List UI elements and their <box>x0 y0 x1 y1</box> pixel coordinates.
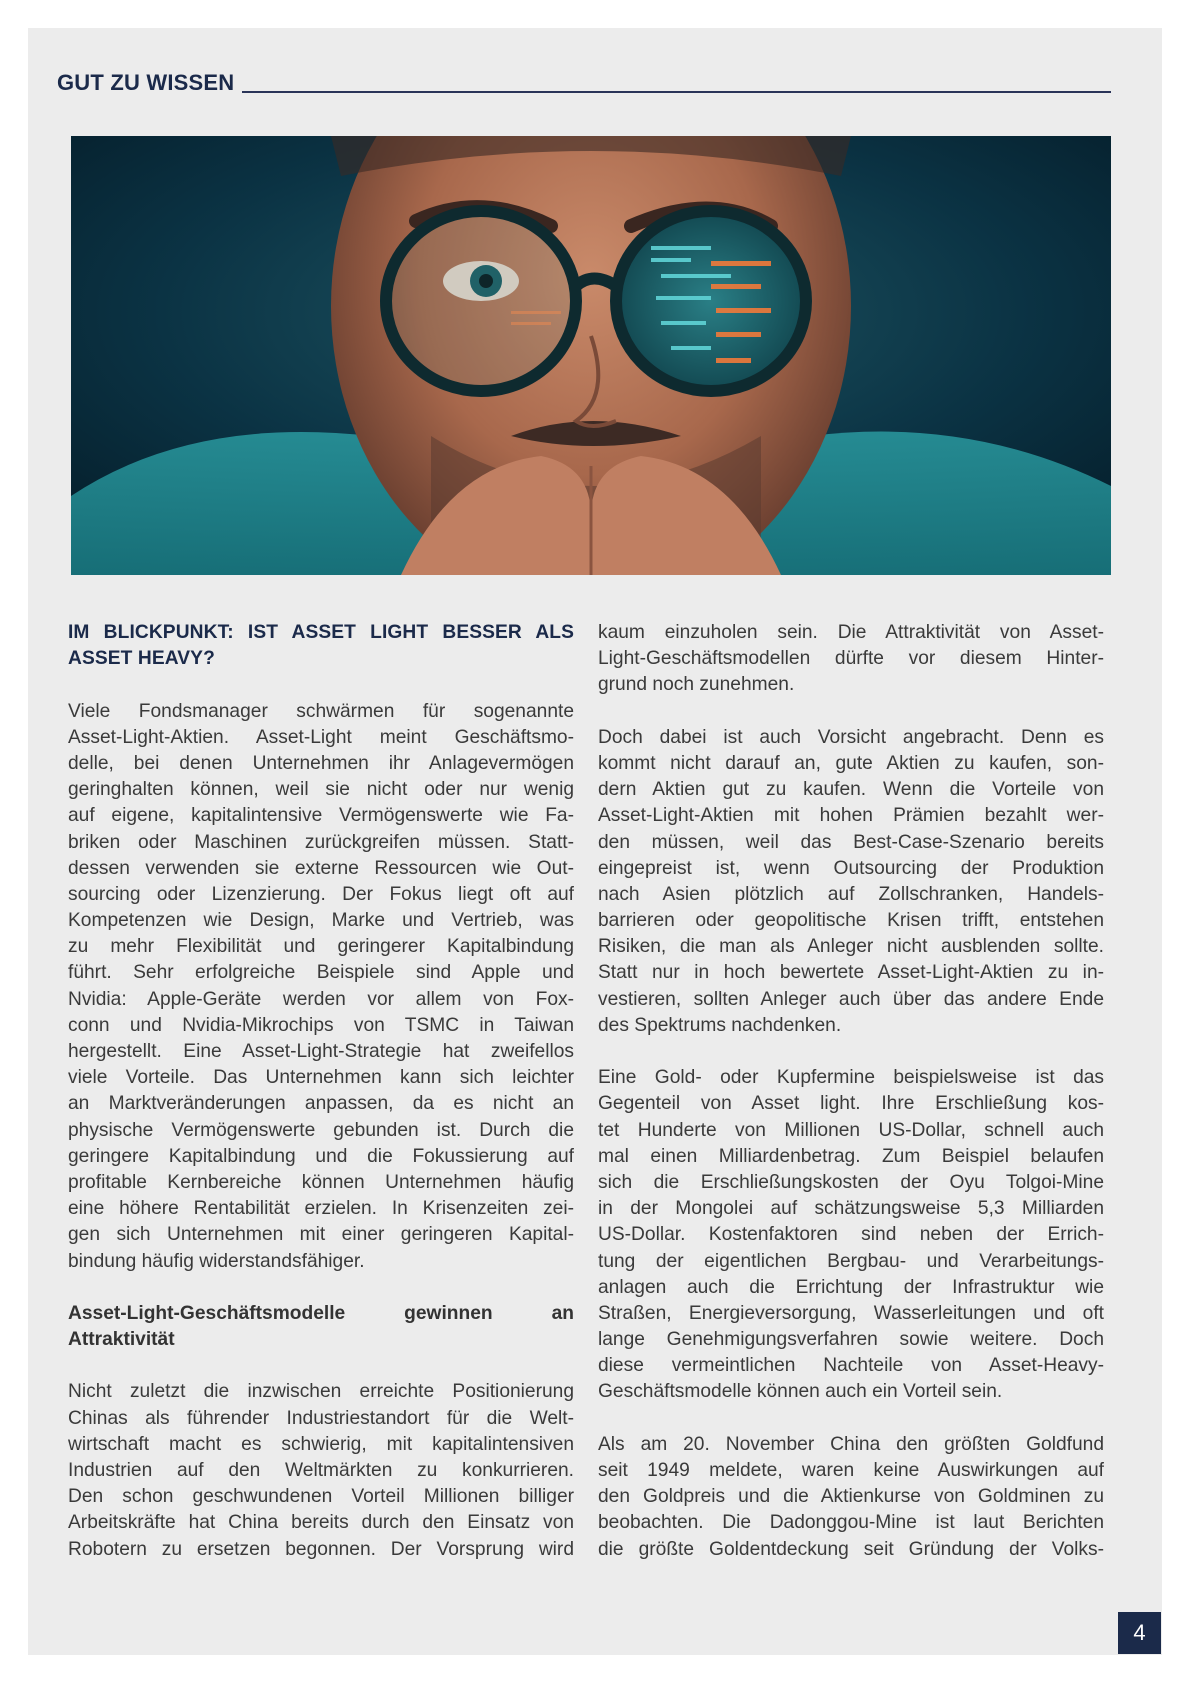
text-line: delle, bei denen Unternehmen ihr Anlagevermögen <box>68 752 574 774</box>
text-line: dern Aktien gut zu kaufen. Wenn die Vorteile von <box>598 779 1104 801</box>
text-line: Eine Gold- oder Kupfermine beispielsweise ist das <box>598 1067 1104 1089</box>
text-line: wirtschaft macht es schwierig, mit kapitalintensiven <box>68 1433 574 1455</box>
text-line: des Spektrums nachdenken. <box>598 1014 842 1036</box>
text-line: kaum einzuholen sein. Die Attraktivität von Asset- <box>598 622 1104 643</box>
subheading-line: Attraktivität <box>68 1329 175 1351</box>
text-line: profitable Kernbereiche können Unternehmen häufig <box>68 1171 574 1193</box>
section-divider <box>242 91 1111 93</box>
text-line: seit 1949 meldete, waren keine Auswirkungen auf <box>598 1460 1104 1481</box>
text-line: tet Hunderte von Millionen US-Dollar, schnell auch <box>598 1119 1104 1141</box>
text-line: Als am 20. November China den größten Goldfund <box>598 1433 1104 1455</box>
text-line: barrieren oder geopolitische Krisen trifft, entstehen <box>598 910 1104 932</box>
text-line: Den schon geschwundenen Vorteil Millionen billiger <box>68 1486 574 1508</box>
text-line: Nvidia: Apple-Geräte werden vor allem von Fox- <box>68 988 574 1010</box>
heading-line: IM BLICKPUNKT: IST ASSET LIGHT BESSER ALS <box>68 622 574 643</box>
text-line: Robotern zu ersetzen begonnen. Der Vorsprung wird <box>68 1538 574 1560</box>
text-line: zu mehr Flexibilität und geringerer Kapitalbindung <box>68 936 574 958</box>
text-line: kommt nicht darauf an, gute Aktien zu kaufen, son- <box>598 752 1104 774</box>
text-line: lange Genehmigungsverfahren sowie weitere. Doch <box>598 1329 1104 1351</box>
paragraph <box>598 1432 1104 1563</box>
paragraph <box>68 1379 574 1562</box>
text-line: Industrien auf den Weltmärkten zu konkurrieren. <box>68 1460 574 1481</box>
text-line: Statt nur in hoch bewertete Asset-Light-Aktien zu in- <box>598 962 1104 984</box>
text-line: sich die Erschließungskosten der Oyu Tolgoi-Mine <box>598 1171 1104 1193</box>
text-line: Chinas als führender Industriestandort für die Welt- <box>68 1407 574 1429</box>
text-line: die größte Goldentdeckung seit Gründung der Volks- <box>598 1538 1104 1560</box>
portrait-illustration <box>71 136 1111 575</box>
text-line: führt. Sehr erfolgreiche Beispiele sind Apple und <box>68 962 574 984</box>
text-line: Arbeitskräfte hat China bereits durch den Einsatz von <box>68 1512 574 1534</box>
subheading <box>68 1301 574 1353</box>
text-line: briken oder Maschinen zurückgreifen müssen. Statt- <box>68 831 574 853</box>
text-line: Nicht zuletzt die inzwischen erreichte Positionierung <box>68 1381 574 1403</box>
subheading-line: Asset-Light-Geschäftsmodelle gewinnen an <box>68 1302 574 1324</box>
text-line: gen sich Unternehmen mit einer geringeren Kapital- <box>68 1224 574 1246</box>
text-line: den Goldpreis und die Aktienkurse von Goldminen zu <box>598 1486 1104 1508</box>
text-line: vestieren, sollten Anleger auch über das andere Ende <box>598 988 1104 1010</box>
text-line: physische Vermögenswerte gebunden ist. Durch die <box>68 1119 574 1141</box>
article-heading <box>68 620 574 672</box>
text-line: Asset-Light-Aktien mit hohen Prämien bezahlt wer- <box>598 805 1104 827</box>
section-title: GUT ZU WISSEN <box>57 70 235 95</box>
text-line: conn und Nvidia-Mikrochips von TSMC in Taiwan <box>68 1014 574 1036</box>
text-line: anlagen auch die Errichtung der Infrastruktur wie <box>598 1276 1104 1298</box>
page-number: 4 <box>1118 1612 1161 1654</box>
text-line: grund noch zunehmen. <box>598 674 795 696</box>
text-line: Doch dabei ist auch Vorsicht angebracht. Denn es <box>598 726 1104 748</box>
text-line: Kompetenzen wie Design, Marke und Vertrieb, was <box>68 910 574 932</box>
text-line: nach Asien plötzlich auf Zollschranken, Handels- <box>598 883 1104 905</box>
text-line: Straßen, Energieversorgung, Wasserleitungen und oft <box>598 1302 1104 1324</box>
text-line: Light-Geschäftsmodellen dürfte vor diesem Hinter- <box>598 648 1104 670</box>
text-line: sourcing oder Lizenzierung. Der Fokus liegt oft auf <box>68 883 574 905</box>
text-line: den müssen, weil das Best-Case-Szenario bereits <box>598 831 1104 853</box>
paragraph <box>598 620 1104 699</box>
text-line: Asset-Light-Aktien. Asset-Light meint Geschäftsmo- <box>68 726 574 748</box>
hero-image <box>71 136 1111 575</box>
text-line: Risiken, die man als Anleger nicht ausblenden sollte. <box>598 936 1104 958</box>
text-line: Geschäftsmodelle können auch ein Vorteil sein. <box>598 1381 1003 1403</box>
text-line: hergestellt. Eine Asset-Light-Strategie hat zweifellos <box>68 1041 574 1062</box>
text-line: eine höhere Rentabilität erzielen. In Krisenzeiten zei- <box>68 1198 574 1220</box>
text-line: bindung häufig widerstandsfähiger. <box>68 1250 365 1272</box>
right-column <box>598 620 1104 1563</box>
paragraph <box>598 725 1104 1039</box>
text-line: auf eigene, kapitalintensive Vermögenswerte wie Fa- <box>68 805 574 827</box>
paragraph <box>598 1065 1104 1405</box>
text-line: tung der eigentlichen Bergbau- und Verarbeitungs- <box>598 1250 1104 1272</box>
text-line: Viele Fondsmanager schwärmen für sogenannte <box>68 700 574 722</box>
text-line: beobachten. Die Dadonggou-Mine ist laut Berichten <box>598 1512 1104 1534</box>
heading-line: ASSET HEAVY? <box>68 648 215 670</box>
text-line: dessen verwenden sie externe Ressourcen wie Out- <box>68 857 574 879</box>
left-column <box>68 620 574 1563</box>
text-line: viele Vorteile. Das Unternehmen kann sich leichter <box>68 1067 574 1089</box>
paragraph <box>68 699 574 1275</box>
text-line: geringere Kapitalbindung und die Fokussierung auf <box>68 1145 574 1167</box>
text-line: US-Dollar. Kostenfaktoren sind neben der Errich- <box>598 1224 1104 1246</box>
text-line: Gegenteil von Asset light. Ihre Erschließung kos- <box>598 1093 1104 1115</box>
text-line: geringhalten können, weil sie nicht oder nur wenig <box>68 779 574 801</box>
text-line: mal einen Milliardenbetrag. Zum Beispiel belaufen <box>598 1145 1104 1167</box>
text-line: diese vermeintlichen Nachteile von Asset-Heavy- <box>598 1355 1104 1377</box>
text-line: an Marktveränderungen anpassen, da es nicht an <box>68 1093 574 1115</box>
text-line: eingepreist ist, wenn Outsourcing der Produktion <box>598 857 1104 879</box>
text-line: in der Mongolei auf schätzungsweise 5,3 Milliarden <box>598 1198 1104 1220</box>
